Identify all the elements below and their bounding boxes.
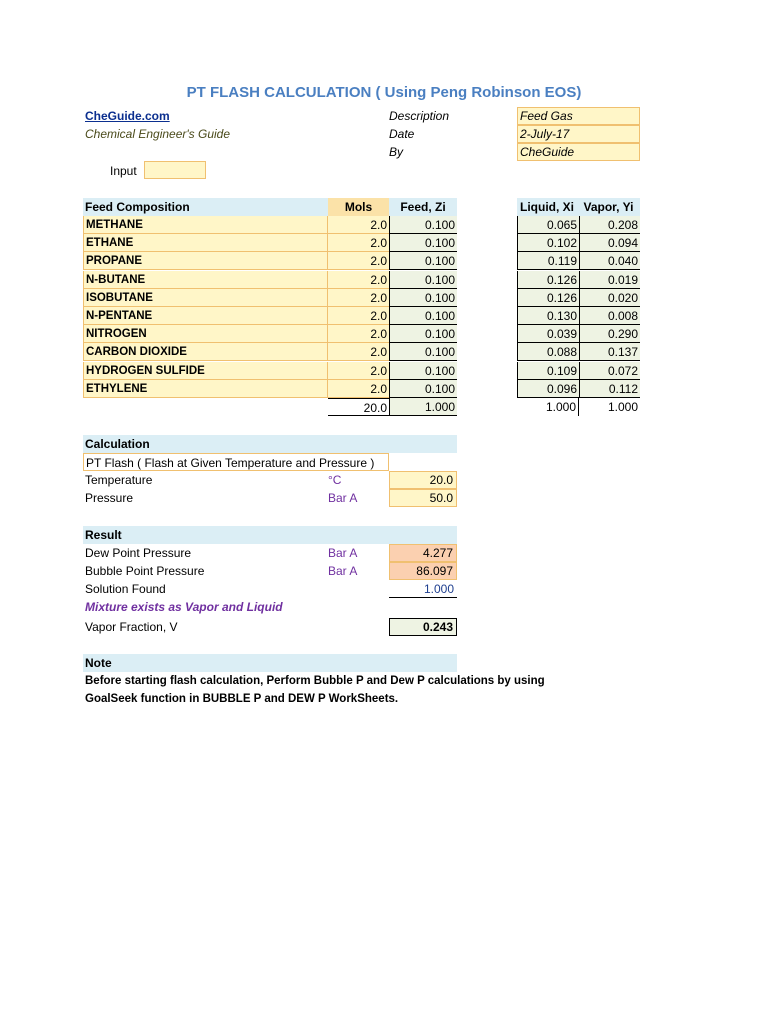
subtitle: Chemical Engineer's Guide [85, 127, 231, 141]
component-vapor-yi: 0.040 [579, 252, 640, 270]
dew-point-unit: Bar A [328, 546, 358, 560]
component-liquid-xi: 0.088 [517, 343, 579, 361]
bubble-point-unit: Bar A [328, 564, 358, 578]
note-line-2: GoalSeek function in BUBBLE P and DEW P WorkSheets. [85, 693, 399, 705]
temperature-input[interactable]: 20.0 [389, 471, 457, 489]
component-name[interactable]: METHANE [83, 216, 328, 234]
component-feed-zi: 0.100 [389, 362, 457, 380]
component-feed-zi: 0.100 [389, 343, 457, 361]
calculation-section-header: Calculation [83, 435, 457, 453]
component-name[interactable]: N-BUTANE [83, 271, 328, 289]
temperature-label: Temperature [85, 473, 153, 487]
component-liquid-xi: 0.065 [517, 216, 579, 234]
header-feed-composition: Feed Composition [83, 198, 328, 216]
total-feed: 1.000 [389, 398, 457, 416]
component-name[interactable]: NITROGEN [83, 325, 328, 343]
date-label: Date [389, 127, 415, 141]
description-label: Description [389, 109, 450, 123]
input-legend-swatch [144, 161, 206, 179]
component-feed-zi: 0.100 [389, 252, 457, 270]
header-mols: Mols [328, 198, 389, 216]
component-vapor-yi: 0.137 [579, 343, 640, 361]
pressure-unit: Bar A [328, 491, 358, 505]
component-name[interactable]: ETHYLENE [83, 380, 328, 398]
page-title: PT FLASH CALCULATION ( Using Peng Robinson EOS) [186, 84, 582, 101]
solution-found-value: 1.000 [389, 580, 457, 598]
component-mols[interactable]: 2.0 [328, 252, 389, 270]
dew-point-label: Dew Point Pressure [85, 546, 192, 560]
result-section-header: Result [83, 526, 457, 544]
component-feed-zi: 0.100 [389, 216, 457, 234]
component-name[interactable]: HYDROGEN SULFIDE [83, 362, 328, 380]
component-liquid-xi: 0.039 [517, 325, 579, 343]
note-section-header: Note [83, 654, 457, 672]
pressure-label: Pressure [85, 491, 134, 505]
bubble-point-value: 86.097 [389, 562, 457, 580]
component-feed-zi: 0.100 [389, 325, 457, 343]
component-name[interactable]: ETHANE [83, 234, 328, 252]
component-feed-zi: 0.100 [389, 271, 457, 289]
total-liquid: 1.000 [517, 398, 579, 416]
vapor-fraction-label: Vapor Fraction, V [85, 620, 178, 634]
bubble-point-label: Bubble Point Pressure [85, 564, 205, 578]
component-vapor-yi: 0.290 [579, 325, 640, 343]
description-input[interactable]: Feed Gas [517, 107, 640, 125]
component-mols[interactable]: 2.0 [328, 289, 389, 307]
total-mols: 20.0 [328, 398, 389, 416]
input-legend-label: Input [110, 164, 137, 178]
component-feed-zi: 0.100 [389, 289, 457, 307]
total-vapor: 1.000 [607, 400, 638, 414]
component-vapor-yi: 0.072 [579, 362, 640, 380]
component-liquid-xi: 0.109 [517, 362, 579, 380]
by-input[interactable]: CheGuide [517, 143, 640, 161]
by-label: By [389, 145, 404, 159]
component-feed-zi: 0.100 [389, 234, 457, 252]
component-name[interactable]: PROPANE [83, 252, 328, 270]
component-mols[interactable]: 2.0 [328, 234, 389, 252]
component-vapor-yi: 0.208 [579, 216, 640, 234]
dew-point-value: 4.277 [389, 544, 457, 562]
header-feed-zi: Feed, Zi [389, 198, 457, 216]
date-input[interactable]: 2-July-17 [517, 125, 640, 143]
phase-message: Mixture exists as Vapor and Liquid [85, 600, 283, 614]
calculation-description[interactable]: PT Flash ( Flash at Given Temperature and Pressure ) [83, 453, 389, 471]
component-mols[interactable]: 2.0 [328, 380, 389, 398]
component-feed-zi: 0.100 [389, 380, 457, 398]
component-liquid-xi: 0.126 [517, 271, 579, 289]
component-mols[interactable]: 2.0 [328, 325, 389, 343]
component-vapor-yi: 0.112 [579, 380, 640, 398]
pressure-input[interactable]: 50.0 [389, 489, 457, 507]
component-vapor-yi: 0.008 [579, 307, 640, 325]
component-liquid-xi: 0.119 [517, 252, 579, 270]
component-name[interactable]: CARBON DIOXIDE [83, 343, 328, 361]
component-vapor-yi: 0.094 [579, 234, 640, 252]
component-mols[interactable]: 2.0 [328, 362, 389, 380]
component-mols[interactable]: 2.0 [328, 343, 389, 361]
component-liquid-xi: 0.102 [517, 234, 579, 252]
component-liquid-xi: 0.096 [517, 380, 579, 398]
component-mols[interactable]: 2.0 [328, 216, 389, 234]
component-name[interactable]: ISOBUTANE [83, 289, 328, 307]
component-name[interactable]: N-PENTANE [83, 307, 328, 325]
temperature-unit: °C [328, 473, 342, 487]
component-vapor-yi: 0.020 [579, 289, 640, 307]
component-liquid-xi: 0.130 [517, 307, 579, 325]
solution-found-label: Solution Found [85, 582, 166, 596]
vapor-fraction-value: 0.243 [389, 618, 457, 636]
header-vapor-yi: Vapor, Yi [579, 198, 640, 216]
component-feed-zi: 0.100 [389, 307, 457, 325]
cheguide-link[interactable]: CheGuide.com [85, 109, 170, 123]
component-mols[interactable]: 2.0 [328, 307, 389, 325]
component-vapor-yi: 0.019 [579, 271, 640, 289]
component-mols[interactable]: 2.0 [328, 271, 389, 289]
header-liquid-xi: Liquid, Xi [517, 198, 579, 216]
note-line-1: Before starting flash calculation, Perform Bubble P and Dew P calculations by using [85, 675, 545, 687]
component-liquid-xi: 0.126 [517, 289, 579, 307]
